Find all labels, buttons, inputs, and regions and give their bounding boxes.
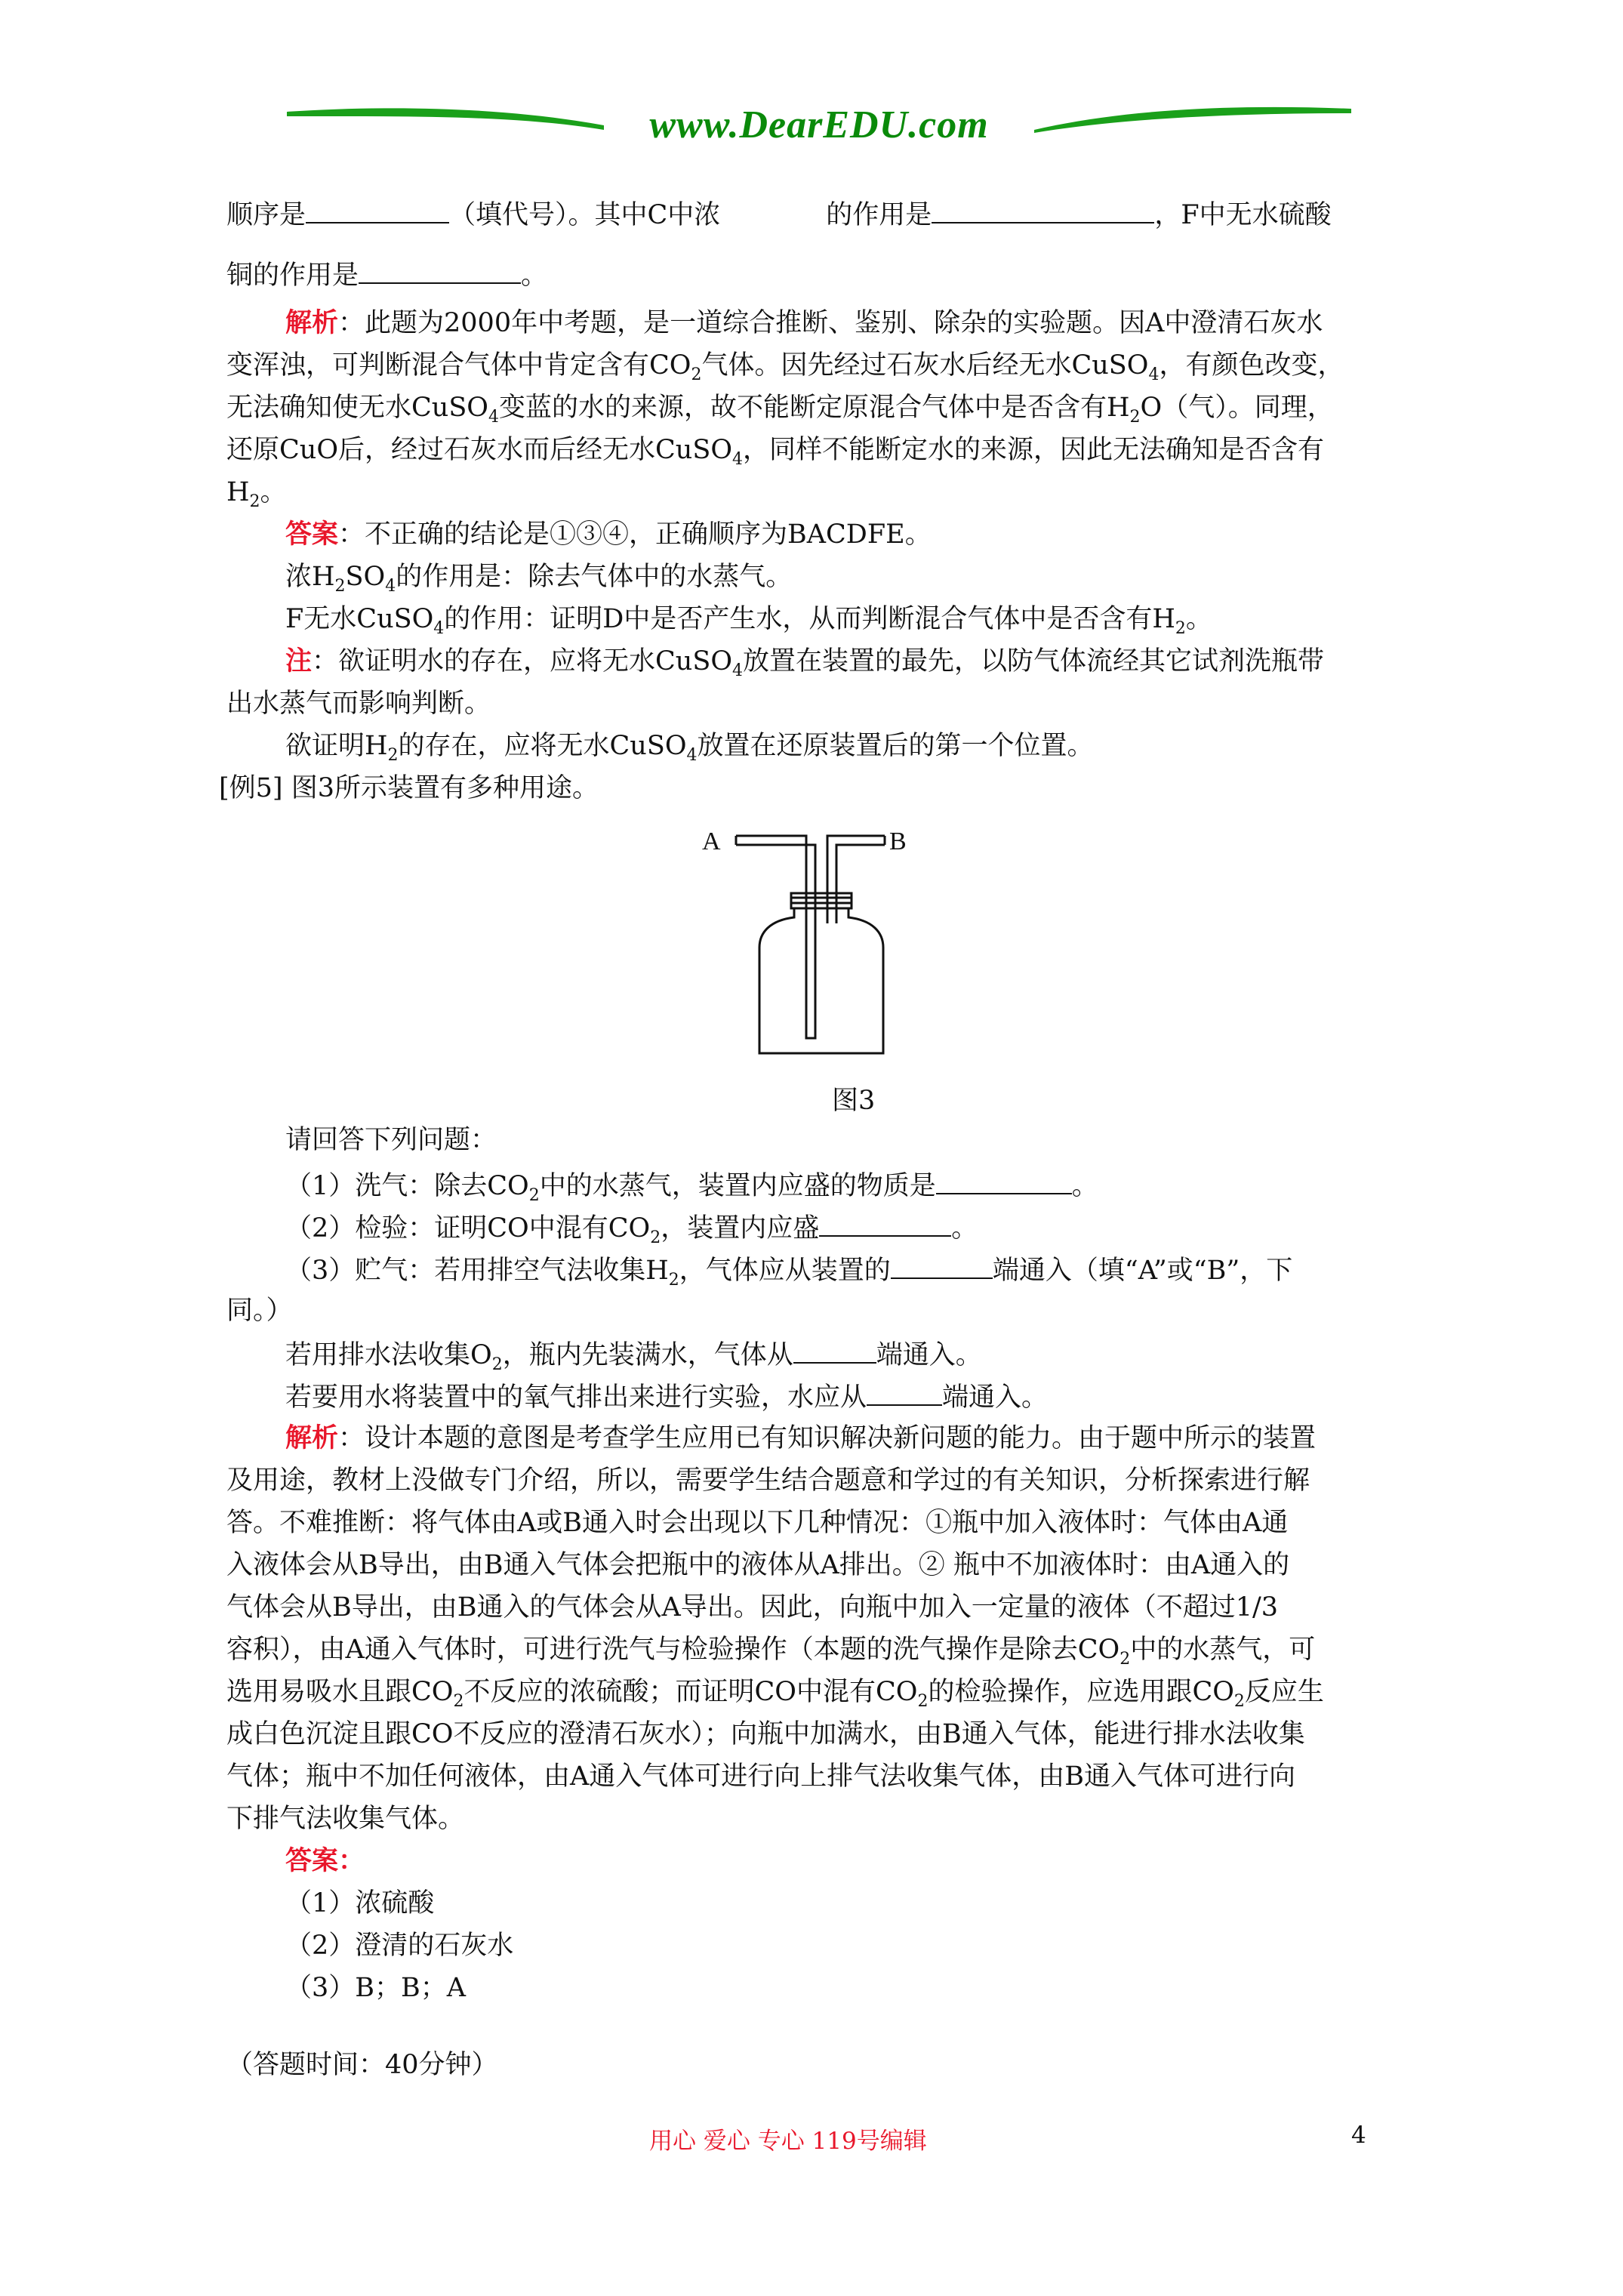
analysis-line: 及用途，教材上没做专门介绍，所以，需要学生结合题意和学过的有关知识，分析探索进行解 [226, 1465, 1310, 1496]
question-line: 若用排水法收集$O_2$，瓶内先装满水，气体从 端通入。 [285, 1338, 982, 1370]
fill-blank [306, 198, 449, 223]
answer-item: （3）B；B；A [285, 1973, 466, 2003]
fill-blank [867, 1380, 942, 1406]
answer-line: 答案： [285, 1845, 365, 1876]
figure-caption: 图3 [832, 1086, 876, 1116]
analysis-line: 气体会从B导出，由B通入的气体会从A导出。因此，向瓶中加入一定量的液体（不超过1/3 [226, 1592, 1279, 1623]
analysis-label: 解析 [285, 307, 339, 338]
analysis-line: 变浑浊，可判断混合气体中肯定含有$CO_2$气体。因先经过石灰水后经无水CuSO$_4$，有颜色改变， [226, 350, 1344, 384]
question-line: （3）贮气：若用排空气法收集$H_2$，气体应从装置的 端通入（填“A”或“B”，下 [285, 1253, 1292, 1286]
note-line: 注：欲证明水的存在，应将无水CuSO$_4$放置在装置的最先，以防气体流经其它试剂洗瓶带 [285, 646, 1325, 680]
label-a: A [702, 827, 721, 855]
footer-slogan: 用心 爱心 专心 119号编辑 [649, 2128, 927, 2155]
question-line: （2）检验：证明CO中混有$CO_2$，装置内应盛 。 [285, 1211, 978, 1244]
question-line: （1）洗气：除去$CO_2$中的水蒸气，装置内应盛的物质是 。 [285, 1169, 1098, 1201]
analysis-line: $H_2$。 [226, 477, 287, 511]
analysis-line: 气体；瓶中不加任何液体，由A通入气体可进行向上排气法收集气体，由B通入气体可进行向 [226, 1761, 1295, 1792]
analysis-label: 解析 [285, 1422, 339, 1453]
analysis-line: 容积），由A通入气体时，可进行洗气与检验操作（本题的洗气操作是除去$CO_2$中的水蒸气，可 [226, 1635, 1316, 1669]
text-line: 顺序是 （填代号）。其中C中浓 的作用是 ，F中无水硫酸 [226, 198, 1332, 230]
fill-blank [819, 1211, 951, 1237]
answer-label: 答案 [285, 1845, 339, 1876]
answer-line: 浓$H_2SO_4$的作用是：除去气体中的水蒸气。 [285, 562, 793, 596]
note-label: 注 [285, 646, 313, 676]
analysis-line: 解析：此题为2000年中考题，是一道综合推断、鉴别、除杂的实验题。因A中澄清石灰水 [285, 307, 1323, 338]
fill-blank [932, 198, 1154, 223]
note-line: 欲证明$H_2$的存在，应将无水CuSO$_4$放置在还原装置后的第一个位置。 [285, 731, 1094, 765]
fill-blank [891, 1253, 993, 1279]
fill-blank [793, 1338, 876, 1364]
header-banner [287, 89, 1351, 157]
analysis-line: 还原CuO后，经过石灰水而后经无水CuSO$_4$，同样不能断定水的来源，因此无法确知是否含有 [226, 435, 1325, 469]
analysis-line: 下排气法收集气体。 [226, 1804, 465, 1834]
answer-line: 答案：不正确的结论是①③④，正确顺序为BACDFE。 [285, 519, 932, 550]
label-b: B [889, 827, 907, 855]
fill-blank [936, 1169, 1072, 1194]
question-line: 若要用水将装置中的氧气排出来进行实验，水应从 端通入。 [285, 1380, 1048, 1413]
analysis-line: 无法确知使无水CuSO$_4$变蓝的水的来源，故不能断定原混合气体中是否含有$H_2O$（气）。同理， [226, 393, 1334, 427]
analysis-line: 成白色沉淀且跟CO不反应的澄清石灰水）；向瓶中加满水，由B通入气体，能进行排水法收集 [226, 1719, 1305, 1749]
question-line: 请回答下列问题： [285, 1125, 497, 1155]
note-line: 出水蒸气而影响判断。 [226, 689, 491, 719]
text-line: 铜的作用是 。 [226, 258, 547, 291]
figure-gas-bottle [694, 819, 936, 1076]
answer-item: （1）浓硫酸 [285, 1888, 435, 1918]
analysis-line: 答。不难推断：将气体由A或B通入时会出现以下几种情况：①瓶中加入液体时：气体由A通 [226, 1508, 1289, 1538]
analysis-line: 入液体会从B导出，由B通入气体会把瓶中的液体从A排出。② 瓶中不加液体时：由A通入的 [226, 1550, 1290, 1580]
answer-time: （答题时间：40分钟） [226, 2050, 498, 2080]
example-heading: [例5] 图3所示装置有多种用途。 [219, 773, 599, 803]
answer-label: 答案 [285, 519, 339, 550]
answer-line: F无水CuSO$_4$的作用：证明D中是否产生水，从而判断混合气体中是否含有$H_2$。 [285, 604, 1212, 638]
question-line: 同。） [226, 1296, 293, 1326]
site-logo-text: www.DearEDU.com [649, 103, 989, 146]
analysis-line: 解析：设计本题的意图是考查学生应用已有知识解决新问题的能力。由于题中所示的装置 [285, 1422, 1317, 1453]
analysis-line: 选用易吸水且跟$CO_2$不反应的浓硫酸；而证明CO中混有$CO_2$的检验操作，应选用跟$CO_2$反应生 [226, 1677, 1324, 1711]
page-number: 4 [1351, 2122, 1366, 2149]
answer-item: （2）澄清的石灰水 [285, 1931, 514, 1961]
fill-blank [359, 258, 521, 284]
